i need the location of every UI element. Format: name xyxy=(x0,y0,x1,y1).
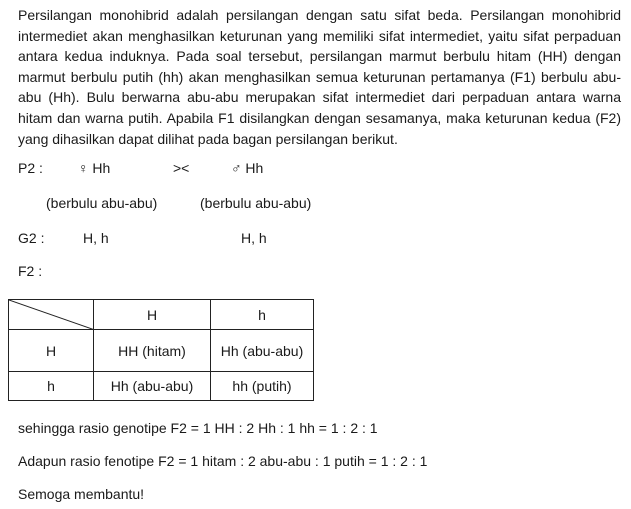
p2-label: P2 : xyxy=(18,160,43,176)
punnett-row-header: H xyxy=(9,330,94,372)
male-parent-genotype: ♂ Hh xyxy=(231,160,264,176)
female-parent-phenotype: (berbulu abu-abu) xyxy=(46,195,158,211)
g2-label: G2 : xyxy=(18,230,45,246)
punnett-cell: HH (hitam) xyxy=(94,330,211,372)
punnett-cell: hh (putih) xyxy=(211,372,314,401)
diagonal-divider xyxy=(9,300,95,330)
female-parent-genotype: ♀ Hh xyxy=(78,160,111,176)
punnett-cell: Hh (abu-abu) xyxy=(94,372,211,401)
punnett-col-header: h xyxy=(211,300,314,330)
closing-remark: Semoga membantu! xyxy=(18,486,145,502)
intro-paragraph: Persilangan monohibrid adalah persilangan dengan satu sifat beda. Persilangan monohibrid intermediet akan menghasilkan keturunan yang memiliki sifat intermediet, yaitu sifat perpaduan antara kedua induknya. Pada soal tersebut, persilangan marmut berbulu hitam (HH) dengan marmut berbulu putih (hh) akan menghasilkan semua keturunan pertamanya (F1) berbulu abu-abu (Hh). Bulu berwarna abu-abu merupakan sifat intermediet dari perpaduan antara warna hitam dan warna putih. Apabila F1 disilangkan dengan sesamanya, maka keturunan kedua (F2) yang dihasilkan dapat dilihat pada bagan persilangan berikut. xyxy=(18,7,621,147)
punnett-cell: Hh (abu-abu) xyxy=(211,330,314,372)
male-parent-phenotype: (berbulu abu-abu) xyxy=(200,195,312,211)
phenotype-ratio: Adapun rasio fenotipe F2 = 1 hitam : 2 abu-abu : 1 putih = 1 : 2 : 1 xyxy=(18,453,428,469)
cross-symbol: >< xyxy=(173,160,190,176)
female-gametes: H, h xyxy=(83,230,109,246)
male-gametes: H, h xyxy=(241,230,267,246)
genotype-ratio: sehingga rasio genotipe F2 = 1 HH : 2 Hh : 1 hh = 1 : 2 : 1 xyxy=(18,420,378,436)
f2-label: F2 : xyxy=(18,263,43,279)
punnett-square xyxy=(8,299,314,401)
punnett-corner-cell xyxy=(9,300,94,330)
punnett-col-header: H xyxy=(94,300,211,330)
punnett-row-header: h xyxy=(9,372,94,401)
